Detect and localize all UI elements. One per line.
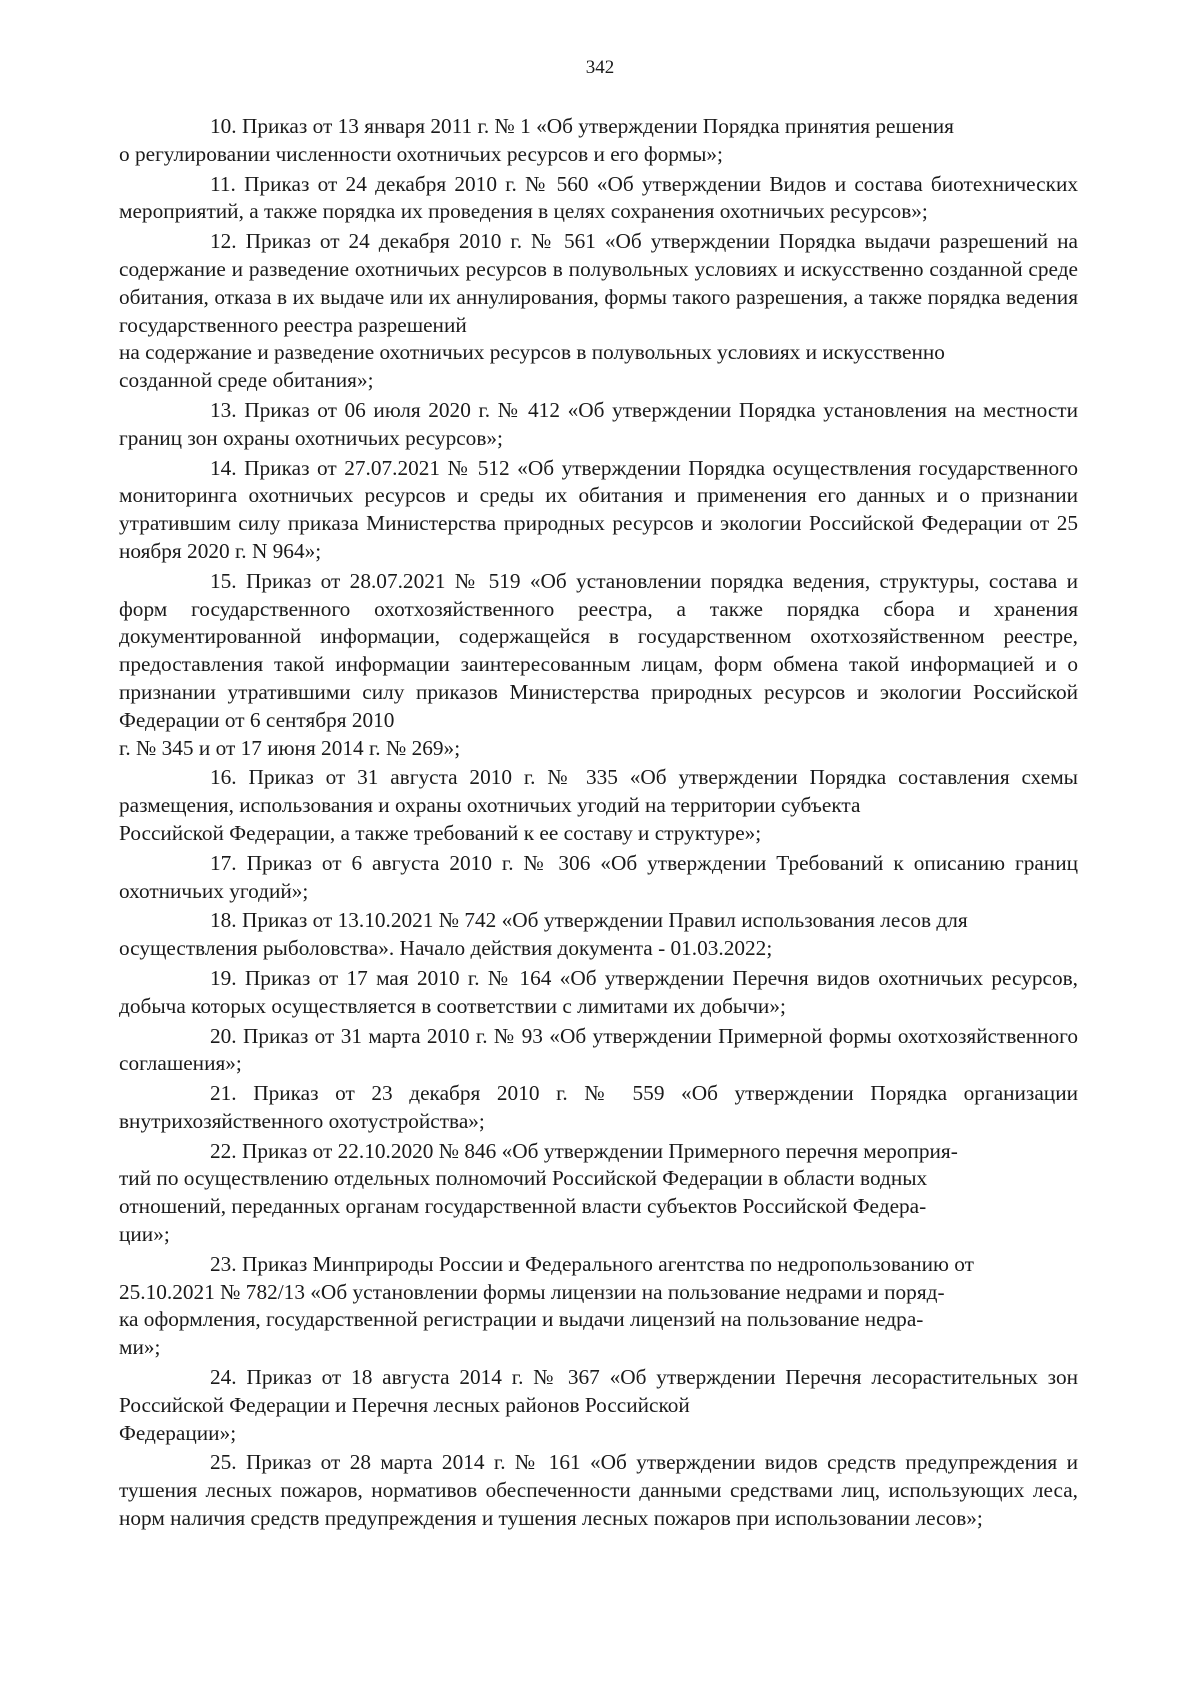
page-number: 342 [585,57,615,78]
list-item: 24. Приказ от 18 августа 2014 г. № 367 «Об утверждении Перечня лесорастительных зон Российской Федерации и Перечня лесных районов Российской Федерации»; [119,1365,1078,1445]
list-item: 22. Приказ от 22.10.2020 № 846 «Об утверждении Примерного перечня мероприя- тий по осуществлению отдельных полномочий Российской Федерации в области водных отношений, переданных органам государственной власти субъектов Российской Федера- ции»; [119,1138,958,1247]
list-item: 14. Приказ от 27.07.2021 № 512 «Об утверждении Порядка осуществления государственного мониторинга охотничьих ресурсов и среды их обитания и применения его данных и о признании утратившим силу приказа Министерства природных ресурсов и экологии Российской Федерации от 25 ноября 2020 г. N 964»; [119,455,1078,563]
list-item: 20. Приказ от 31 марта 2010 г. № 93 «Об утверждении Примерной формы охотхозяйственного соглашения»; [119,1023,1078,1076]
list-item: 21. Приказ от 23 декабря 2010 г. № 559 «Об утверждении Порядка организации внутрихозяйственного охотустройства»; [119,1081,1078,1133]
list-item: 25. Приказ от 28 марта 2014 г. № 161 «Об утверждении видов средств предупреждения и тушения лесных пожаров, нормативов обеспеченности данными средствами лиц, использующих леса, норм наличия средств предупреждения и тушения лесных пожаров при использовании лесов»; [119,1450,1078,1531]
list-item: 15. Приказ от 28.07.2021 № 519 «Об установлении порядка ведения, структуры, состава и форм государственного охотхозяйственного реестра, а также порядка сбора и хранения документированной информации, содержащейся в государственном охотхозяйственном реестре, предоставления такой информации заинтересованным лицам, форм обмена такой информацией и о признании утратившими силу приказов Министерства природных ресурсов и экологии Российской Федерации от 6 сентября 2010 г. № 345 и от 17 июня 2014 г. № 269»; [119,568,1078,760]
document-body [119,113,1078,1533]
list-item: 12. Приказ от 24 декабря 2010 г. № 561 «Об утверждении Порядка выдачи разрешений на содержание и разведение охотничьих ресурсов в полувольных условиях и искусственно созданной среде обитания, отказа в их выдаче или их аннулирования, формы такого разрешения, а также порядка ведения государственного реестра разрешений на содержание и разведение охотничьих ресурсов в полувольных условиях и искусственно созданной среде обитания»; [119,229,1078,393]
list-item: 19. Приказ от 17 мая 2010 г. № 164 «Об утверждении Перечня видов охотничьих ресурсов, добыча которых осуществляется в соответствии с лимитами их добычи»; [119,965,1078,1018]
list-item: 18. Приказ от 13.10.2021 № 742 «Об утверждении Правил использования лесов для осуществления рыболовства». Начало действия документа - 01.03.2022; [119,908,968,961]
list-item: 13. Приказ от 06 июля 2020 г. № 412 «Об утверждении Порядка установления на местности границ зон охраны охотничьих ресурсов»; [119,397,1078,450]
list-item: 16. Приказ от 31 августа 2010 г. № 335 «Об утверждении Порядка составления схемы размещения, использования и охраны охотничьих угодий на территории субъекта Российской Федерации, а также требований к ее составу и структуре»; [119,765,1078,845]
list-item: 23. Приказ Минприроды России и Федерального агентства по недропользованию от 25.10.2021 № 782/13 «Об установлении формы лицензии на пользование недрами и поряд- ка оформления, государственной регистрации и выдачи лицензий на пользование недра- ми»; [119,1251,974,1360]
list-item: 10. Приказ от 13 января 2011 г. № 1 «Об утверждении Порядка принятия решения о регулировании численности охотничьих ресурсов и его формы»; [119,114,954,166]
list-item: 17. Приказ от 6 августа 2010 г. № 306 «Об утверждении Требований к описанию границ охотничьих угодий»; [119,850,1078,903]
list-item: 11. Приказ от 24 декабря 2010 г. № 560 «Об утверждении Видов и состава биотехнических мероприятий, а также порядка их проведения в целях сохранения охотничьих ресурсов»; [119,171,1078,224]
